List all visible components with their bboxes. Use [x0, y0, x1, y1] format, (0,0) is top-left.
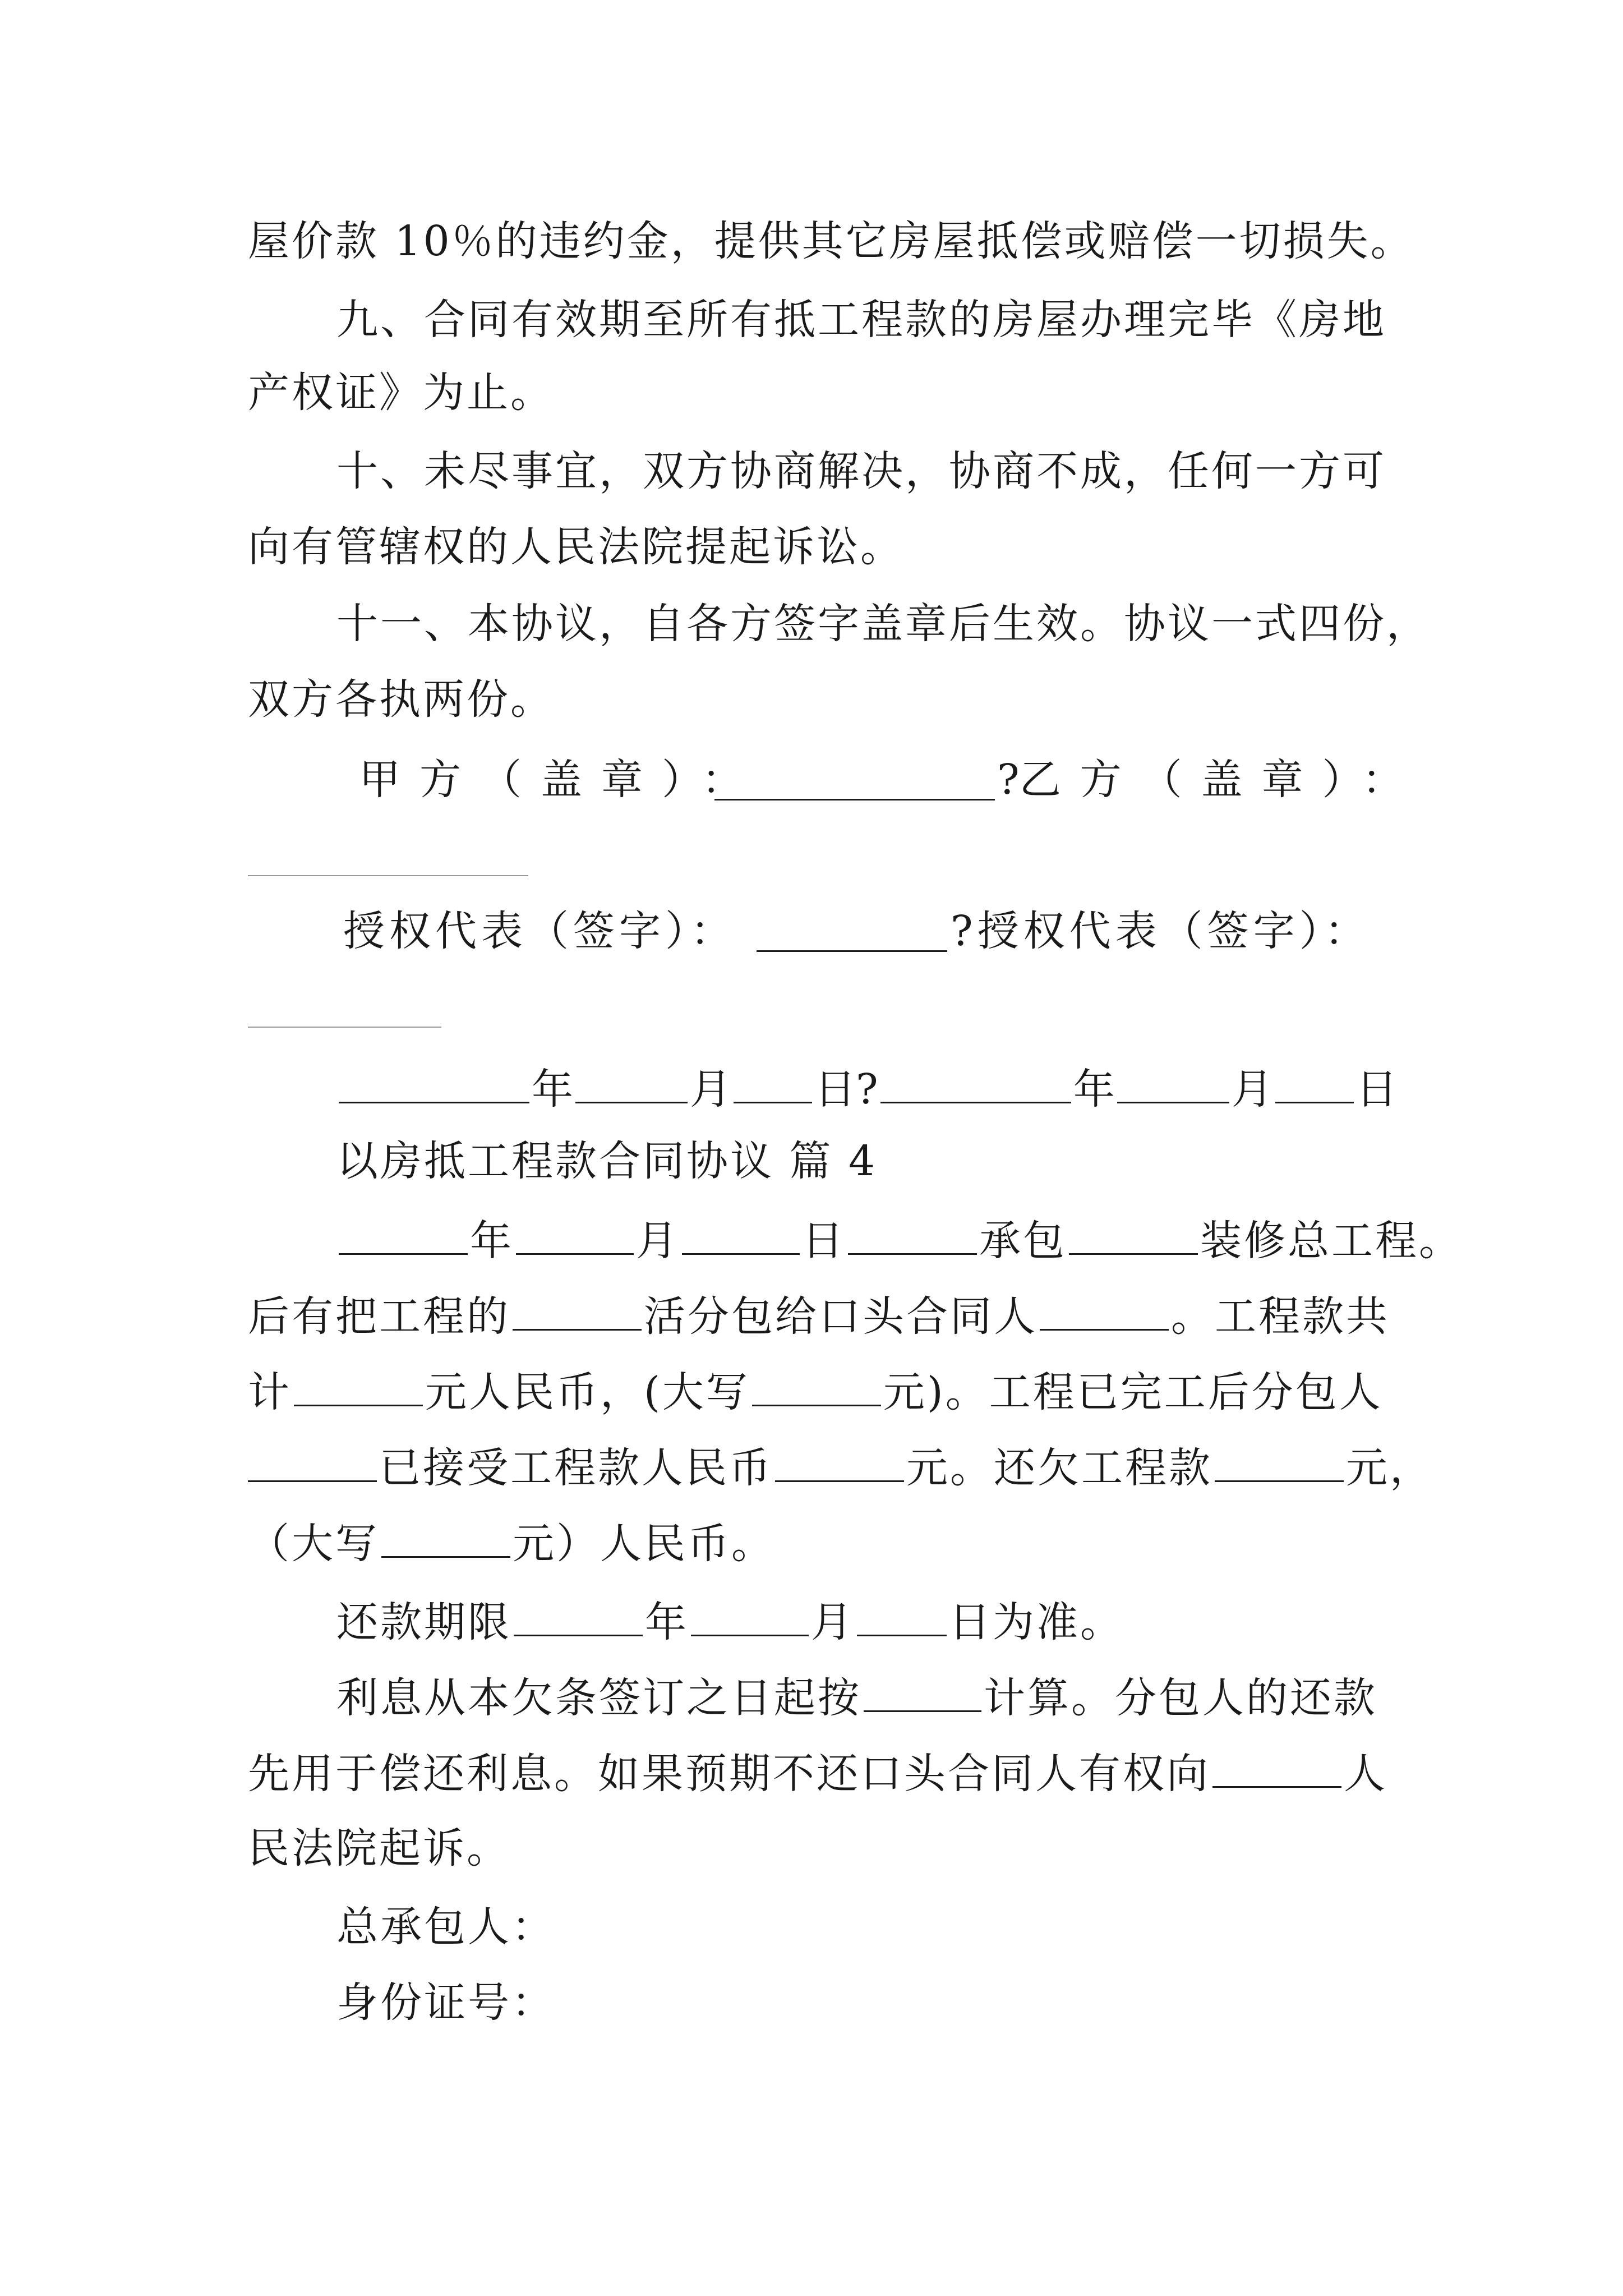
separator: ? — [951, 907, 978, 955]
blank[interactable] — [514, 1593, 643, 1636]
text: 月 — [811, 1598, 855, 1646]
text: 元。还欠工程款 — [906, 1444, 1212, 1492]
blank[interactable] — [248, 1439, 377, 1482]
party-a-label: 甲方（盖章）： — [359, 756, 762, 804]
day-blank[interactable] — [1275, 1060, 1354, 1103]
year-blank[interactable] — [339, 1060, 529, 1103]
text: 利息从本欠条签订之日起按 — [336, 1674, 861, 1722]
day-label: 日 — [1355, 1065, 1398, 1114]
text: 还款期限 — [336, 1598, 511, 1646]
text: 计 — [248, 1368, 292, 1416]
blank[interactable] — [516, 1212, 634, 1255]
blank[interactable] — [1069, 1212, 1198, 1255]
section-title: 以房抵工程款合同协议 篇 4 — [336, 1137, 878, 1185]
party-a-seal-label — [359, 752, 762, 808]
contractor-label: 总承包人： — [336, 1903, 555, 1951]
body-line — [248, 1745, 1387, 1802]
text: （大写 — [248, 1520, 379, 1568]
year-label: 年 — [532, 1065, 573, 1114]
clause-nine: 九、合同有效期至所有抵工程款的房屋办理完毕《房地 — [336, 296, 1386, 344]
text: 元， — [1346, 1444, 1433, 1492]
year-blank[interactable] — [880, 1060, 1071, 1103]
blank[interactable] — [848, 1212, 977, 1255]
text: 元）人民币。 — [513, 1520, 775, 1568]
clause-ten: 十、未尽事宜，双方协商解决，协商不成，任何一方可 — [336, 447, 1386, 495]
day-label: 日 — [814, 1065, 856, 1114]
text: 年 — [645, 1598, 689, 1646]
blank[interactable] — [1215, 1439, 1344, 1482]
party-a-blank[interactable] — [714, 757, 995, 800]
text: 日 — [802, 1217, 846, 1265]
text: 已接受工程款人民币 — [379, 1444, 773, 1492]
blank[interactable] — [381, 1515, 510, 1558]
text: 人 — [1344, 1750, 1387, 1798]
body-line — [248, 1515, 775, 1572]
blank[interactable] — [691, 1593, 809, 1636]
repayment-line — [336, 1593, 1124, 1650]
separator: ? — [856, 1065, 878, 1114]
text: 计算。分包人的还款 — [984, 1674, 1377, 1722]
text-line: 双方各执两份。 — [248, 675, 554, 724]
party-b-label: 乙方（盖章）： — [1019, 756, 1423, 804]
blank[interactable] — [752, 1363, 881, 1406]
blank[interactable] — [864, 1669, 981, 1712]
body-line: 民法院起诉。 — [248, 1824, 510, 1872]
month-label: 月 — [690, 1065, 731, 1114]
rep-b-blank[interactable] — [248, 1027, 441, 1028]
body-line — [336, 1212, 1463, 1269]
interest-line — [336, 1669, 1377, 1726]
rep-b-sign-label — [951, 903, 1371, 959]
text: 日为准。 — [949, 1598, 1124, 1646]
blank[interactable] — [294, 1363, 423, 1406]
text: 年 — [470, 1217, 514, 1265]
text-line: 屋价款 10％的违约金，提供其它房屋抵偿或赔偿一切损失。 — [248, 217, 1414, 265]
text: 后有把工程的 — [248, 1292, 510, 1341]
id-number-label: 身份证号： — [336, 1978, 555, 2027]
text-line: 产权证》为止。 — [248, 369, 554, 417]
clause-eleven: 十一、本协议，自各方签字盖章后生效。协议一式四份， — [336, 600, 1430, 648]
rep-b-label: 授权代表（签字）： — [977, 907, 1371, 955]
day-blank[interactable] — [734, 1060, 812, 1103]
text-line: 向有管辖权的人民法院提起诉讼。 — [248, 523, 904, 571]
year-label: 年 — [1073, 1065, 1115, 1114]
text: 先用于偿还利息。如果预期不还口头合同人有权向 — [248, 1750, 1210, 1798]
blank[interactable] — [1212, 1745, 1341, 1788]
month-label: 月 — [1231, 1065, 1273, 1114]
month-blank[interactable] — [575, 1060, 688, 1103]
text: 月 — [636, 1217, 680, 1265]
separator: ? — [997, 756, 1020, 804]
text: 活分包给口头合同人 — [644, 1292, 1038, 1341]
party-b-blank[interactable] — [248, 875, 528, 876]
body-line — [248, 1363, 1383, 1420]
rep-a-sign-label: 授权代表（签字）： — [343, 907, 736, 955]
blank[interactable] — [682, 1212, 800, 1255]
text: 。工程款共 — [1171, 1292, 1390, 1341]
party-b-seal-label — [997, 752, 1423, 808]
signature-dates — [336, 1060, 1398, 1117]
text: 元)。工程已完工后分包人 — [883, 1368, 1383, 1416]
text: 元人民币，(大写 — [425, 1368, 750, 1416]
blank[interactable] — [775, 1439, 904, 1482]
body-line — [248, 1439, 1433, 1496]
text: 装修总工程。 — [1200, 1217, 1463, 1265]
month-blank[interactable] — [1117, 1060, 1229, 1103]
blank[interactable] — [339, 1212, 468, 1255]
body-line — [248, 1287, 1390, 1345]
text: 承包 — [979, 1217, 1067, 1265]
blank[interactable] — [1040, 1287, 1169, 1331]
blank[interactable] — [857, 1593, 947, 1636]
blank[interactable] — [513, 1287, 642, 1331]
rep-a-blank[interactable] — [757, 909, 947, 952]
